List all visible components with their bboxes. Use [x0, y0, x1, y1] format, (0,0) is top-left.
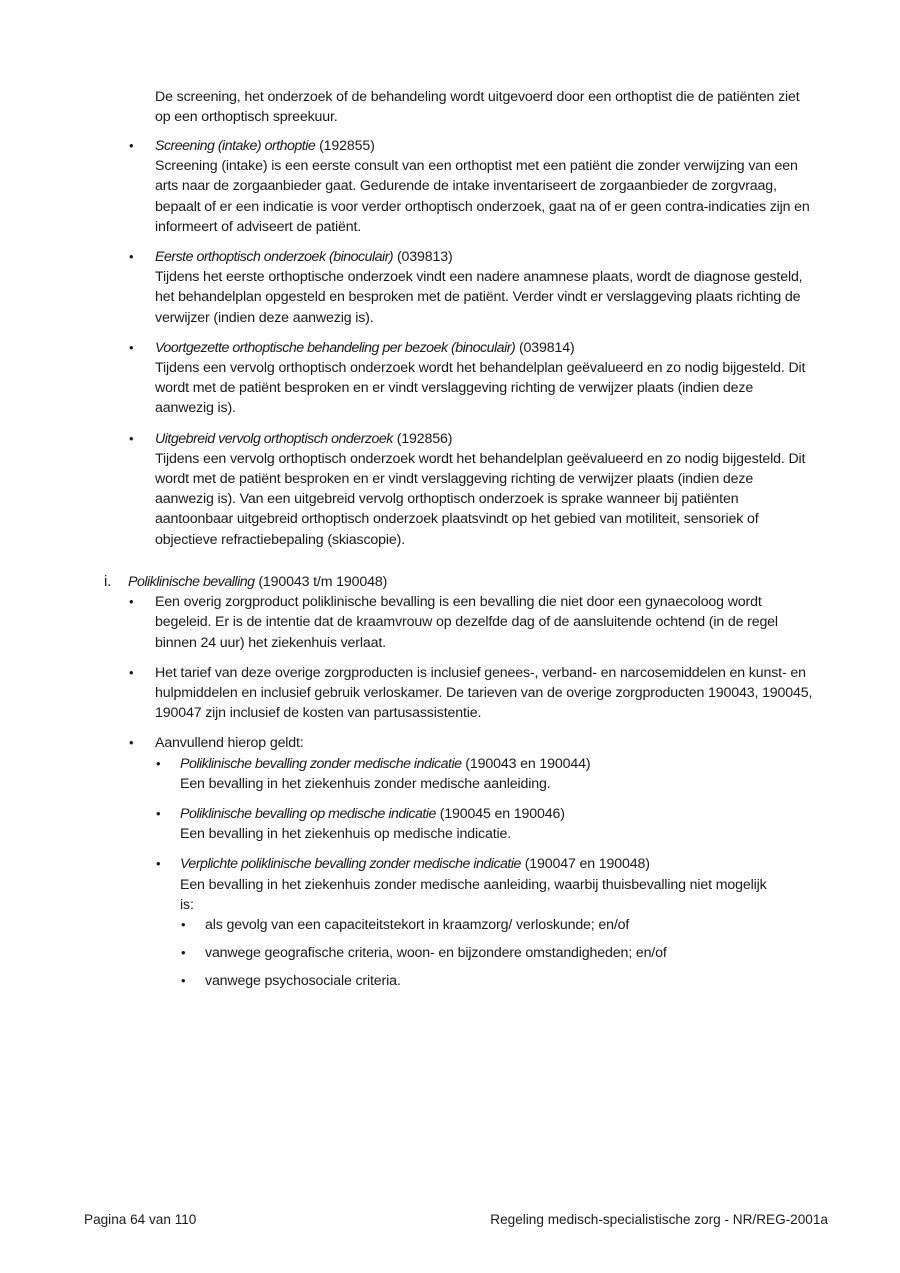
list-item [129, 247, 815, 328]
bullet-icon: • [181, 917, 186, 933]
footer-page-number: Pagina 64 van 110 [84, 1212, 197, 1227]
sub-item-code: (190047 en 190048) [524, 856, 650, 873]
point-text: Aanvullend hierop geldt: [155, 735, 304, 752]
sub-list-item [156, 754, 818, 794]
sub-item-body: Een bevalling in het ziekenhuis zonder medische aanleiding. [180, 775, 551, 792]
item-title: Uitgebreid vervolg orthoptisch onderzoek [155, 430, 393, 447]
item-code: (192856) [396, 430, 453, 447]
item-title: Eerste orthoptisch onderzoek (binoculair) [155, 249, 394, 266]
item-body: Tijdens een vervolg orthoptisch onderzoek wordt het behandelplan geëvalueerd en zo nodig bijgesteld. Dit wordt met de patiënt besproken en er vindt verslaggeving richting de verwijzer plaats (indien deze aanwezig is). Van een uitgebreid vervolg orthoptisch onderzoek is sprake wanneer bij patiënten aantoonbaar uitgebreid orthoptisch onderzoek plaatsvindt op het gebied van motiliteit, sensoriek of objectieve refractiebepaling (skiascopie). [155, 450, 806, 548]
section-code: (190043 t/m 190048) [258, 574, 388, 590]
list-item [129, 429, 815, 550]
sub-item-body: Een bevalling in het ziekenhuis zonder medische aanleiding, waarbij thuisbevalling niet mogelijk is: [180, 876, 767, 913]
sub-list-item [156, 854, 818, 991]
item-code: (192855) [319, 138, 375, 154]
item-body: Screening (intake) is een eerste consult van een orthoptist met een patiënt die zonder verwijzing van een arts naar de zorgaanbieder gaat. Gedurende de intake inventariseert de zorgaanbieder de zorgvraag, bepaalt of er een indicatie is voor verder orthoptisch onderzoek, gaat na of er geen contra-indicaties zijn en informeert of adviseert de patiënt. [155, 158, 810, 235]
bullet-icon: • [129, 594, 134, 610]
condition-item [181, 971, 818, 991]
bullet-icon: • [129, 138, 134, 153]
section-marker: i. [104, 573, 112, 590]
section-heading [104, 572, 818, 592]
sub-item-title: Poliklinische bevalling op medische indicatie [180, 806, 436, 823]
point-text: Het tarief van deze overige zorgproducten is inclusief genees-, verband- en narcosemiddelen en kunst- en hulpmiddelen en inclusief gebruik verloskamer. De tarieven van de overige zorgproducten 190043, 190045, 190047 zijn inclusief de kosten van partusassistentie. [155, 664, 813, 722]
bullet-icon: • [129, 664, 134, 680]
list-item [129, 733, 818, 991]
item-title: Voortgezette orthoptische behandeling per bezoek (binoculair) [155, 339, 516, 356]
item-title: Screening (intake) orthoptie [155, 138, 316, 154]
list-item [129, 136, 815, 237]
sub-list-item [156, 804, 818, 844]
bullet-icon: • [129, 339, 134, 355]
bullet-icon: • [129, 735, 134, 751]
section-i [104, 572, 818, 992]
bullet-icon: • [156, 755, 161, 771]
condition-item [181, 943, 818, 963]
bullet-icon: • [181, 973, 186, 989]
condition-text: vanwege psychosociale criteria. [205, 973, 401, 990]
sub-item-title: Verplichte poliklinische bevalling zonder medische indicatie [180, 856, 521, 873]
sub-item-body: Een bevalling in het ziekenhuis op medische indicatie. [180, 826, 512, 843]
item-body: Tijdens het eerste orthoptische onderzoek vindt een nadere anamnese plaats, wordt de diagnose gesteld, het behandelplan opgesteld en besproken met de patiënt. Verder vindt er verslaggeving plaats richting de verwijzer (indien deze aanwezig is). [155, 269, 803, 326]
condition-item [181, 915, 818, 935]
intro-paragraph: De screening, het onderzoek of de behandeling wordt uitgevoerd door een orthoptist die de patiënten ziet op een orthoptisch spreekuur. [155, 89, 800, 126]
bullet-icon: • [156, 806, 161, 822]
list-item [129, 592, 818, 653]
sub-item-code: (190045 en 190046) [439, 806, 565, 823]
condition-text: als gevolg van een capaciteitstekort in kraamzorg/ verloskunde; en/of [205, 917, 630, 934]
list-item [129, 663, 818, 724]
item-code: (039814) [518, 339, 575, 356]
condition-list [180, 915, 818, 992]
sub-item-title: Poliklinische bevalling zonder medische indicatie [180, 755, 462, 772]
sub-list [155, 754, 818, 992]
sub-item-code: (190043 en 190044) [465, 755, 591, 772]
bullet-icon: • [156, 856, 161, 872]
point-text: Een overig zorgproduct poliklinische bevalling is een bevalling die niet door een gynaecoloog wordt begeleid. Er is de intentie dat de kraamvrouw op dezelfde dag of de aansluitende ochtend (in de regel binnen 24 uur) het ziekenhuis verlaat. [155, 594, 778, 651]
section-title: Poliklinische bevalling [128, 574, 255, 590]
footer-document-title: Regeling medisch-specialistische zorg - NR/REG-2001a [490, 1212, 828, 1227]
section-points [128, 592, 818, 991]
item-body: Tijdens een vervolg orthoptisch onderzoek wordt het behandelplan geëvalueerd en zo nodig bijgesteld. Dit wordt met de patiënt besproken en er vindt verslaggeving richting de verwijzer plaats (indien deze aanwezig is). [155, 360, 806, 417]
bullet-icon: • [129, 430, 134, 446]
bullet-icon: • [129, 249, 134, 265]
orthoptie-list [129, 136, 815, 550]
item-code: (039813) [396, 249, 453, 266]
bullet-icon: • [181, 945, 186, 961]
list-item [129, 338, 815, 419]
condition-text: vanwege geografische criteria, woon- en bijzondere omstandigheden; en/of [205, 945, 667, 962]
